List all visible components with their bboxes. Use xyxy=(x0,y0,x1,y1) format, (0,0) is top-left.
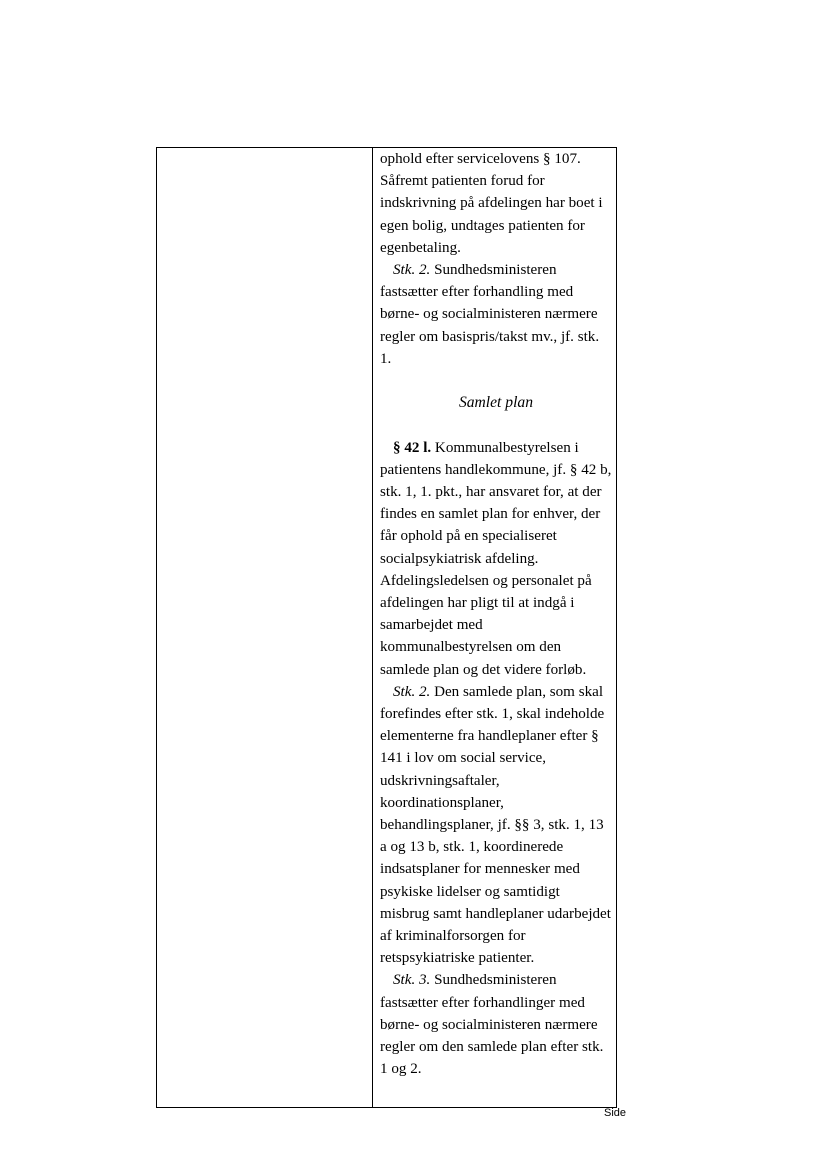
page-footer-label: Side xyxy=(604,1107,627,1119)
stk-text: Den samlede plan, som skal forefindes efter stk. 1, skal indeholde elementerne fra handleplaner efter § 141 i lov om social service, udskrivningsaftaler, koordinationsplaner, behandlingsplaner, jf. §§ 3, stk. 1, 13 a og 13 b, stk. 1, koordinerede indsatsplaner for mennesker med psykiske lidelser og samtidigt misbrug samt handleplaner udarbejdet af kriminalforsorgen for retspsykiatriske patienter. xyxy=(380,683,611,967)
section-heading: Samlet plan xyxy=(458,394,534,412)
spacer xyxy=(380,370,612,392)
section-label: § 42 l. xyxy=(393,439,432,456)
stk-label: Stk. 2. xyxy=(393,262,431,279)
spacer xyxy=(380,414,612,436)
section-text: Kommunalbestyrelsen i patientens handlekommune, jf. § 42 b, stk. 1, 1. pkt., har ansvaret for, at der findes en samlet plan for enhver, der får ophold på en specialiseret socialpsykiatrisk afdeling. Afdelingsledelsen og personalet på afdelingen har pligt til at indgå i samarbejdet med kommunalbestyrelsen om den samlede plan og det videre forløb. xyxy=(380,439,612,678)
stk3-paragraph xyxy=(380,969,612,1080)
two-column-table xyxy=(156,147,617,1108)
stk2-paragraph-samlet-plan xyxy=(380,681,612,970)
section-42l-paragraph xyxy=(380,437,612,681)
stk-label: Stk. 3. xyxy=(393,972,431,989)
right-column-law-text xyxy=(373,148,616,1107)
stk-text: Sundhedsministeren fastsætter efter forhandlinger med børne- og socialministeren nærmere regler om den samlede plan efter stk. 1 og 2. xyxy=(380,972,604,1078)
stk-label: Stk. 2. xyxy=(393,683,431,700)
stk-text: Sundhedsministeren fastsætter efter forhandling med børne- og socialministeren nærmere regler om basispris/takst mv., jf. stk. 1. xyxy=(380,262,600,367)
continuation-paragraph: ophold efter servicelovens § 107. Såfremt patienten forud for indskrivning på afdelingen har boet i egen bolig, undtages patienten for egenbetaling. xyxy=(380,151,603,256)
stk2-paragraph-basispris xyxy=(380,259,612,370)
left-column-empty xyxy=(157,148,373,1107)
